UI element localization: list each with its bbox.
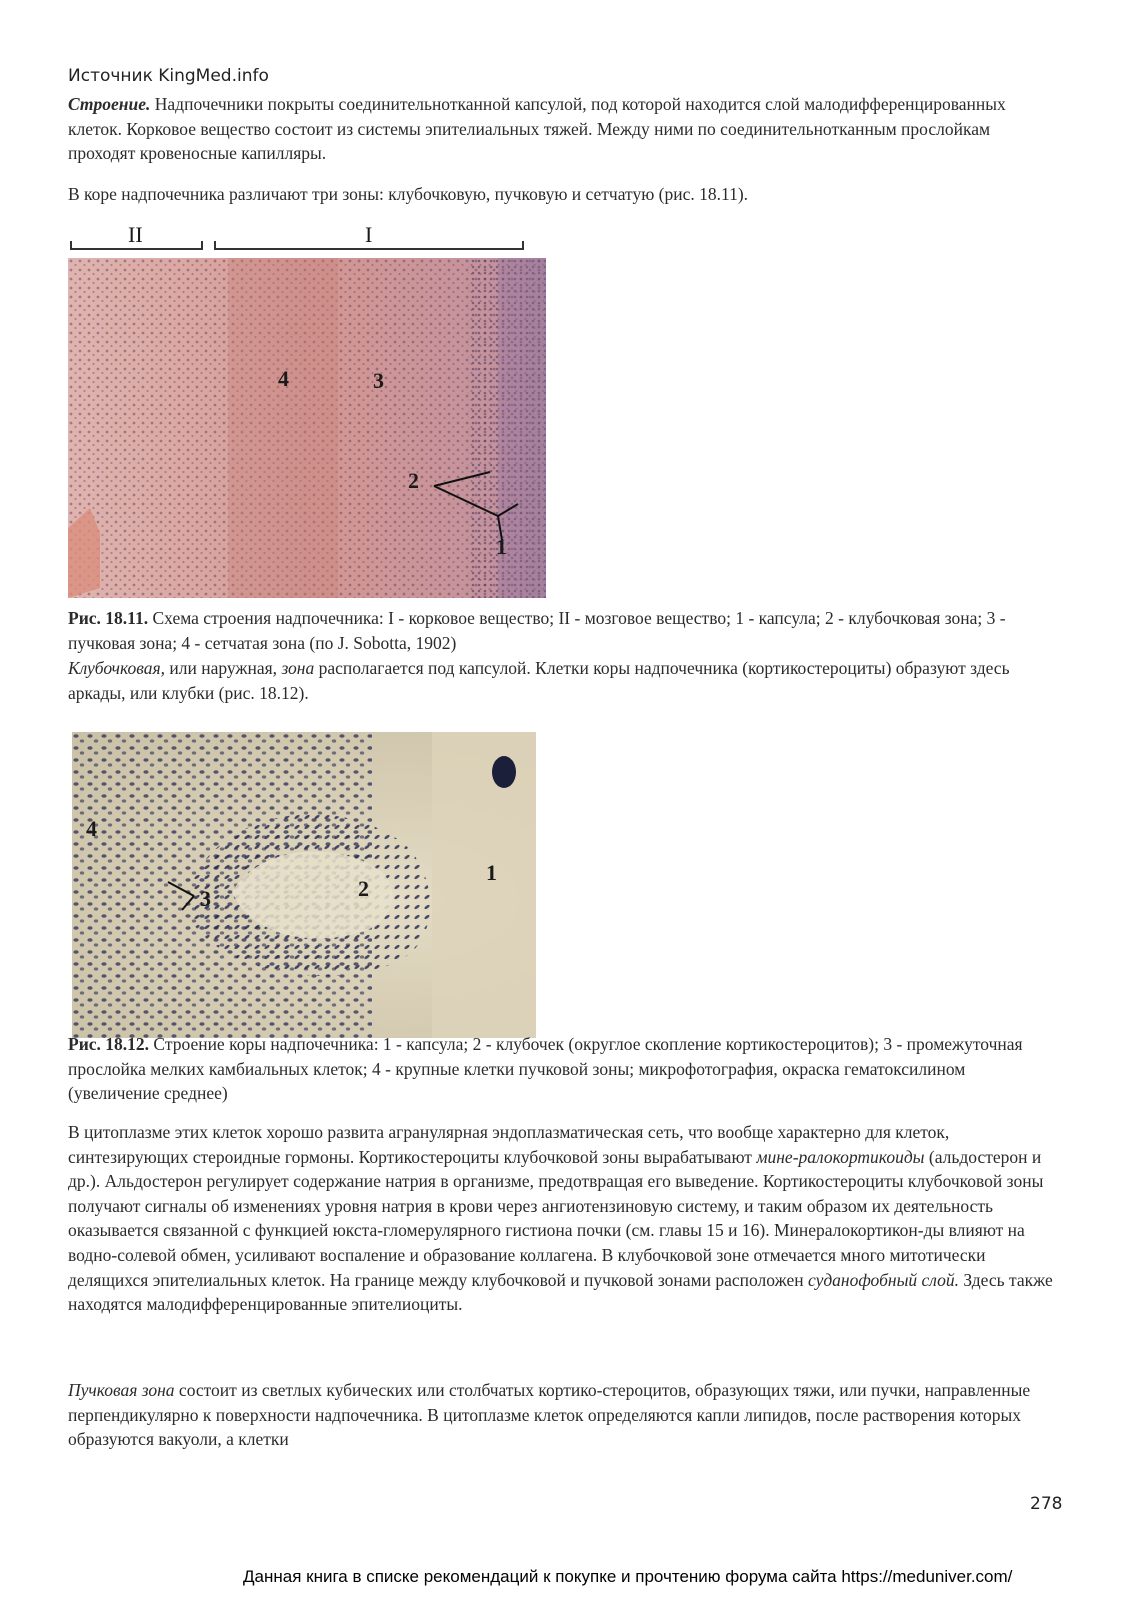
bracket-tick [70,241,72,250]
bracket-medulla [70,248,203,250]
figure2-caption-number: Рис. 18.12. [68,1034,150,1054]
fasc-term: Пучковая зона [68,1380,175,1400]
label-2: 2 [358,876,369,901]
label-1: 1 [496,534,507,559]
glom-rest: располагается под капсулой. Клетки коры надпочечника (кортикостероциты) образуют здесь аркады, или клубки (рис. 18.12). [68,658,1010,703]
label-II: II [128,222,143,247]
cyto-text-2: (альдостерон и др.). Альдостерон регулирует содержание натрия в организме, предотвращая его выведение. Кортикостероциты клубочковой зоны получают сигналы об изменениях уровня натрия в крови через ангиотензиновую систему, и таким образом их деятельность оказывается связанной с функцией юкста-гломерулярного гистиона почки (см. главы 15 и 16). Минералокортикон-ды влияют на водно-солевой обмен, усиливают воспаление и образование коллагена. В клубочковой зоне отмечается много митотически делящихся эпителиальных клеток. На границе между клубочковой и пучковой зонами расположен [68,1146,1044,1290]
intro-lead: Строение. [68,94,151,114]
glom-term: Клубочковая, [68,658,166,678]
figure1-caption [68,606,1058,655]
zones-sentence: В коре надпочечника различают три зоны: клубочковую, пучковую и сетчатую (рис. 18.11). [68,184,749,204]
footer-note: Данная книга в списке рекомендаций к покупке и прочтению форума сайта https://meduniver.com/ [243,1567,1013,1586]
micrograph-texture [72,732,536,1038]
label-1: 1 [486,860,497,885]
page-number: 278 [1030,1494,1063,1514]
cyto-term-2: суданофобный слой. [807,1269,960,1290]
label-4: 4 [86,816,97,841]
label-4: 4 [278,366,289,391]
bracket-tick [214,241,216,250]
figure1-caption-text: Схема строения надпочечника: I - корковое вещество; II - мозговое вещество; 1 - капсула; 2 - клубочковая зона; 3 - пучковая зона; 4 - сетчатая зона (по J. Sobotta, 1902) [68,608,1006,653]
glom-term2: зона [281,658,315,678]
figure2-caption-text: Строение коры надпочечника: 1 - капсула; 2 - клубочек (округлое скопление кортикостероцитов); 3 - промежуточная прослойка мелких камбиальных клеток; 4 - крупные клетки пучковой зоны; микрофотография, окраска гематоксилином (увеличение среднее) [68,1034,1023,1104]
cyto-text-1: В цитоплазме этих клеток хорошо развита агранулярная эндоплазматическая сеть, что вообще характерно для клеток, синтезирующих стероидные гормоны. Кортикостероциты клубочковой зоны вырабатывают [68,1122,950,1167]
fascicular-zone-paragraph [68,1378,1058,1452]
glomerular-zone-paragraph [68,656,1058,705]
glom-mid: или наружная, [165,658,282,678]
intro-text: Надпочечники покрыты соединительнотканной капсулой, под которой находится слой малодифференцированных клеток. Корковое вещество состоит из системы эпителиальных тяжей. Между ними по соединительнотканным прослойкам проходят кровеносные капилляры. [68,94,1006,164]
intro-paragraph [68,92,1058,166]
cytoplasm-paragraph [68,1120,1058,1317]
cyto-term-1: мине-ралокортикоиды [756,1146,925,1167]
label-I: I [365,222,373,247]
label-3: 3 [200,886,211,911]
adrenal-section-micrograph [68,258,546,598]
figure1-caption-number: Рис. 18.11. [68,608,149,628]
bracket-tick [522,241,524,250]
source-header: Источник KingMed.info [68,66,269,86]
fasc-text: состоит из светлых кубических или столбчатых кортико-стероцитов, образующих тяжи, или пучки, направленные перпендикулярно к поверхности надпочечника. В цитоплазме клеток определяются капли липидов, после растворения которых образуются вакуоли, а клетки [68,1380,1031,1450]
bracket-tick [201,241,203,250]
cyto-text-3: Здесь также находятся малодифференцированные эпителиоциты. [68,1269,1053,1315]
bracket-cortex [214,248,524,250]
label-3: 3 [373,368,384,393]
figure2-caption [68,1032,1058,1106]
label-2: 2 [408,468,419,493]
cortex-micrograph [72,732,536,1038]
micrograph-texture [68,258,546,598]
